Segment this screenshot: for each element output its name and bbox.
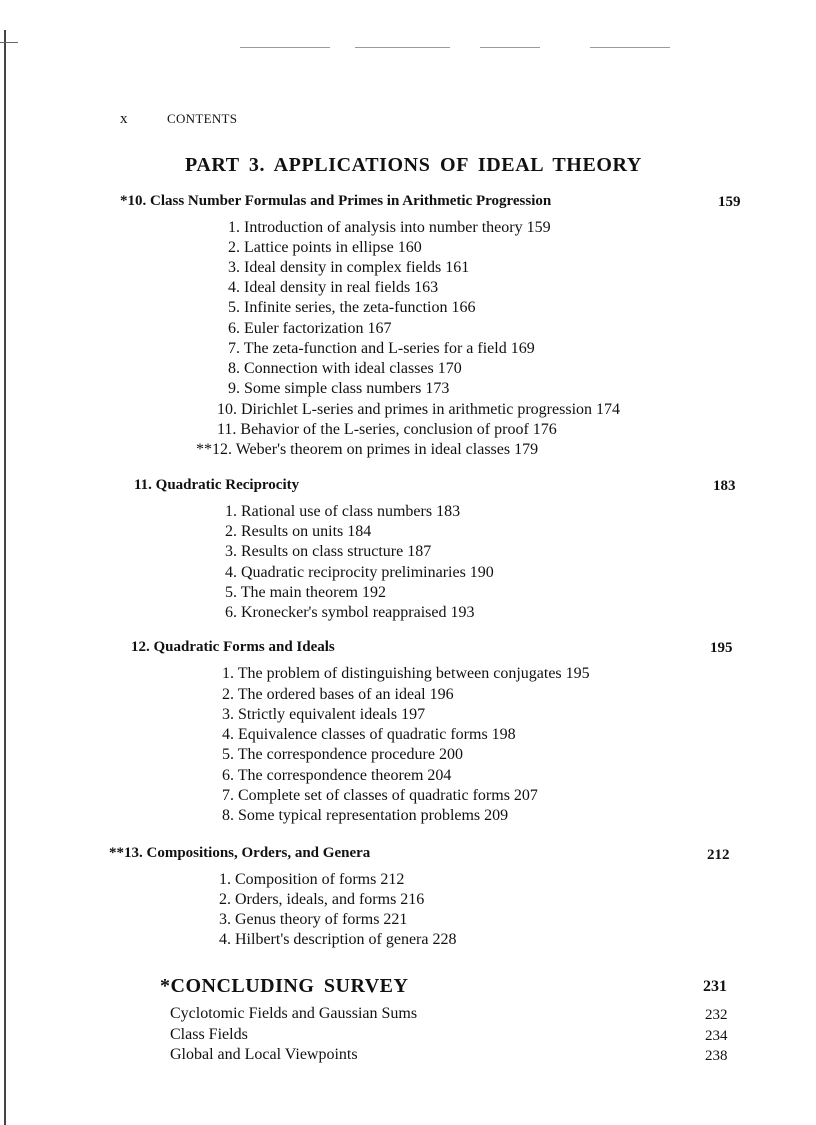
binding-edge-tick <box>0 42 18 43</box>
survey-page: 231 <box>703 978 727 995</box>
section-item: 11. Behavior of the L-series, conclusion of proof 176 <box>217 421 557 438</box>
chapter-title: *10. Class Number Formulas and Primes in Arithmetic Progression <box>120 193 552 209</box>
section-item: 2. Orders, ideals, and forms 216 <box>219 891 425 908</box>
chapter-page: 159 <box>718 194 741 210</box>
section-item: 6. Euler factorization 167 <box>228 320 392 337</box>
section-item: 2. Lattice points in ellipse 160 <box>228 239 422 256</box>
survey-item-page: 238 <box>705 1048 728 1064</box>
scan-artifact-line <box>480 47 540 48</box>
page-number-roman: x <box>120 111 128 127</box>
chapter-page: 212 <box>707 847 730 863</box>
section-item: 9. Some simple class numbers 173 <box>228 380 450 397</box>
section-item: 5. Infinite series, the zeta-function 166 <box>228 299 476 316</box>
section-item: 10. Dirichlet L-series and primes in arithmetic progression 174 <box>217 401 621 418</box>
section-item: 1. Rational use of class numbers 183 <box>225 503 461 520</box>
section-item: 4. Ideal density in real fields 163 <box>228 279 439 296</box>
section-item: **12. Weber's theorem on primes in ideal classes 179 <box>196 441 539 458</box>
section-item: 1. The problem of distinguishing between conjugates 195 <box>222 665 590 682</box>
chapter-title: 11. Quadratic Reciprocity <box>134 477 300 493</box>
section-item: 6. The correspondence theorem 204 <box>222 767 452 784</box>
scan-artifact-line <box>355 47 450 48</box>
section-item: 2. The ordered bases of an ideal 196 <box>222 686 454 703</box>
section-item: 4. Equivalence classes of quadratic forms 198 <box>222 726 516 743</box>
chapter-title: **13. Compositions, Orders, and Genera <box>109 845 371 861</box>
section-item: 7. The zeta-function and L-series for a field 169 <box>228 340 535 357</box>
survey-title: *CONCLUDING SURVEY <box>160 975 409 997</box>
survey-item: Cyclotomic Fields and Gaussian Sums <box>170 1005 418 1022</box>
section-item: 3. Genus theory of forms 221 <box>219 911 408 928</box>
scan-artifact-line <box>240 47 330 48</box>
section-item: 8. Some typical representation problems 209 <box>222 807 509 824</box>
running-title: CONTENTS <box>167 111 238 126</box>
section-item: 4. Hilbert's description of genera 228 <box>219 931 457 948</box>
section-item: 2. Results on units 184 <box>225 523 372 540</box>
section-item: 5. The correspondence procedure 200 <box>222 746 463 763</box>
section-item: 1. Composition of forms 212 <box>219 871 405 888</box>
section-item: 4. Quadratic reciprocity preliminaries 190 <box>225 564 494 581</box>
chapter-page: 195 <box>710 640 733 656</box>
section-item: 3. Strictly equivalent ideals 197 <box>222 706 426 723</box>
binding-edge-line <box>4 30 6 1125</box>
section-item: 7. Complete set of classes of quadratic forms 207 <box>222 787 538 804</box>
chapter-page: 183 <box>713 478 736 494</box>
survey-item: Class Fields <box>170 1026 248 1043</box>
survey-item: Global and Local Viewpoints <box>170 1046 358 1063</box>
section-item: 8. Connection with ideal classes 170 <box>228 360 462 377</box>
section-item: 1. Introduction of analysis into number theory 159 <box>228 219 551 236</box>
section-item: 3. Ideal density in complex fields 161 <box>228 259 470 276</box>
part-title: PART 3. APPLICATIONS OF IDEAL THEORY <box>185 154 642 176</box>
section-item: 3. Results on class structure 187 <box>225 543 432 560</box>
survey-item-page: 232 <box>705 1007 728 1023</box>
section-item: 6. Kronecker's symbol reappraised 193 <box>225 604 475 621</box>
survey-item-page: 234 <box>705 1028 728 1044</box>
section-item: 5. The main theorem 192 <box>225 584 386 601</box>
chapter-title: 12. Quadratic Forms and Ideals <box>131 639 335 655</box>
scan-artifact-line <box>590 47 670 48</box>
